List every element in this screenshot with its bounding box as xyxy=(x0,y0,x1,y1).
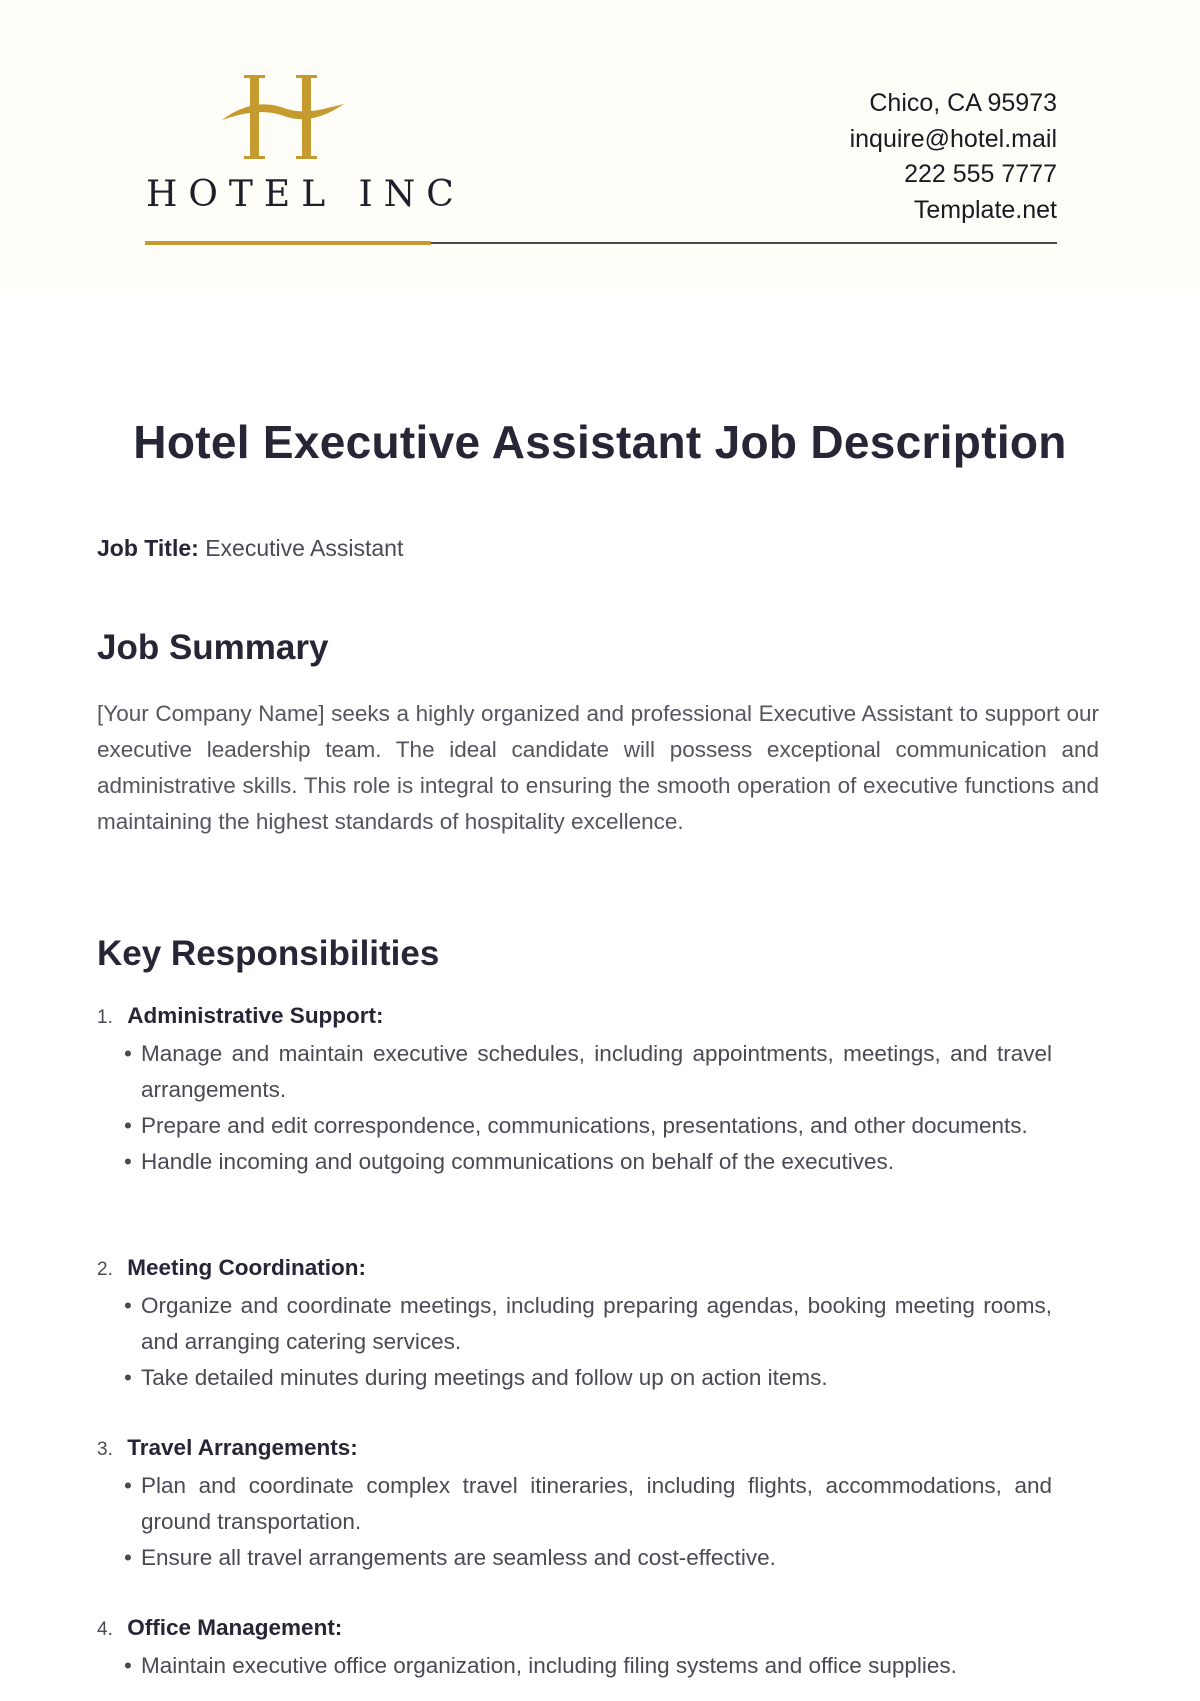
responsibility-section xyxy=(97,1430,1052,1576)
responsibility-section xyxy=(97,1250,1052,1396)
bullet-item: • Take detailed minutes during meetings and follow up on action items. xyxy=(124,1360,1052,1396)
bullet-item: • Maintain executive office organization, including filing systems and office supplies. xyxy=(124,1648,1052,1684)
responsibility-number: 2. xyxy=(97,1259,113,1280)
responsibility-label: Travel Arrangements: xyxy=(127,1435,358,1460)
phone: 222 555 7777 xyxy=(904,160,1057,188)
letterhead xyxy=(0,0,1200,290)
job-title-value: Executive Assistant xyxy=(205,535,404,561)
bullet-item: • Handle incoming and outgoing communications on behalf of the executives. xyxy=(124,1144,1052,1180)
responsibility-label: Meeting Coordination: xyxy=(127,1255,366,1280)
bullet-item: • Manage and maintain executive schedules, including appointments, meetings, and travel arrangements. xyxy=(124,1036,1052,1108)
job-summary-text: [Your Company Name] seeks a highly organized and professional Executive Assistant to support our executive leadership team. The ideal candidate will possess exceptional communication and administrative skills. This role is integral to ensuring the smooth operation of executive functions and maintaining the highest standards of hospitality excellence. xyxy=(97,701,1099,834)
responsibility-number: 1. xyxy=(97,1007,113,1028)
bullet-item: • Prepare and edit correspondence, communications, presentations, and other documents. xyxy=(124,1108,1052,1144)
job-title-line xyxy=(97,535,403,562)
responsibility-label: Office Management: xyxy=(127,1615,343,1640)
email-link[interactable]: inquire@hotel.mail xyxy=(849,124,1057,153)
header-accent-divider xyxy=(145,241,431,245)
responsibility-number: 3. xyxy=(97,1439,113,1460)
responsibility-section xyxy=(97,998,1052,1180)
hotel-logo-icon xyxy=(222,72,346,162)
bullet-item: • Organize and coordinate meetings, including preparing agendas, booking meeting rooms, and arranging catering services. xyxy=(124,1288,1052,1360)
bullet-item: • Ensure all travel arrangements are seamless and cost-effective. xyxy=(124,1540,1052,1576)
logo-text: HOTEL INC xyxy=(146,174,465,215)
responsibility-number: 4. xyxy=(97,1619,113,1640)
key-responsibilities-heading: Key Responsibilities xyxy=(97,934,440,973)
website-link[interactable]: Template.net xyxy=(913,195,1057,224)
responsibility-section xyxy=(97,1610,1052,1684)
page-title: Hotel Executive Assistant Job Description xyxy=(133,416,1067,468)
job-title-label: Job Title: xyxy=(97,535,199,561)
contact-block xyxy=(850,86,1057,228)
address: Chico, CA 95973 xyxy=(869,89,1057,117)
responsibility-label: Administrative Support: xyxy=(127,1003,384,1028)
bullet-item: • Plan and coordinate complex travel itineraries, including flights, accommodations, and ground transportation. xyxy=(124,1468,1052,1540)
job-summary-heading: Job Summary xyxy=(97,628,329,667)
